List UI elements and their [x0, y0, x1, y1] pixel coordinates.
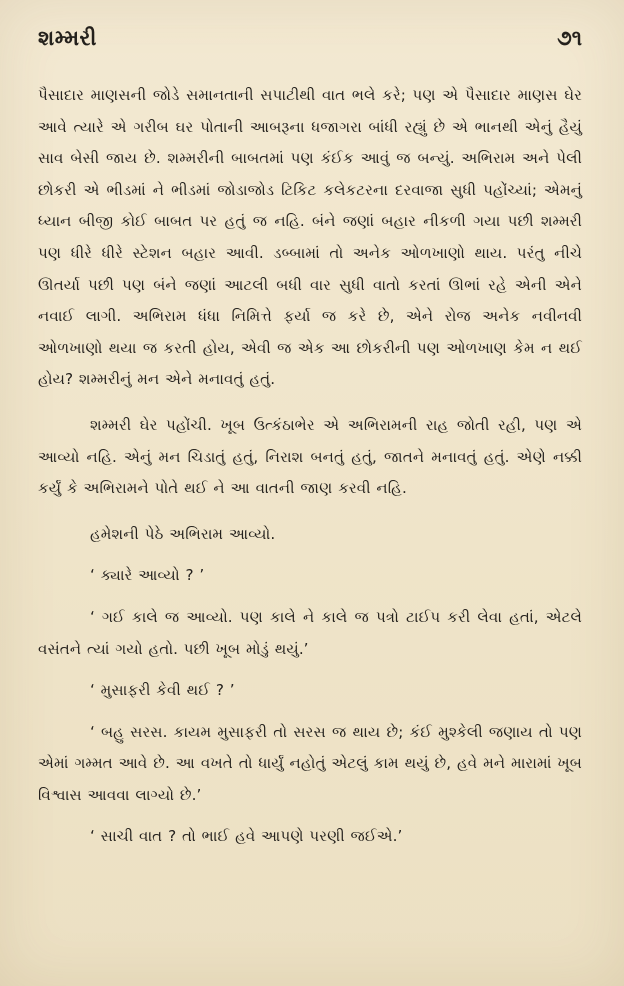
running-title: શમ્મરી — [38, 26, 97, 50]
dialogue-line-2: ‘ ક્યારે આવ્યો ? ’ — [90, 566, 205, 585]
dialogue-line-1: હમેશની પેઠે અભિરામ આવ્યો. — [90, 524, 276, 543]
dialogue-line-5: ‘ બહુ સરસ. કાયમ મુસાફરી તો સરસ જ થાય છે; કંઈ મુશ્કેલી જણાય તો પણ એમાં ગમ્મત આવે છે. આ વખતે તો ધાર્યું નહોતું એટલું કામ થયું છે, હવે મને મારામાં ખૂબ વિશ્વાસ આવવા લાગ્યો છે.’ — [38, 722, 582, 804]
page-number: ૭૧ — [557, 26, 582, 50]
dialogue-line-3: ‘ ગઈ કાલે જ આવ્યો. પણ કાલે ને કાલે જ પત્રો ટાઈપ કરી લેવા હતાં, એટલે વસંતને ત્યાં ગયો હતો. પછી ખૂબ મોડું થયું.’ — [38, 607, 582, 658]
running-header — [38, 26, 582, 64]
paragraph-1: પૈસાદાર માણસની જોડે સમાનતાની સપાટીથી વાત ભલે કરે; પણ એ પૈસાદાર માણસ ઘેર આવે ત્યારે એ ગરીબ ઘર પોતાની આબરૂના ધજાગરા બાંધી રહ્યું છે એ ભાનથી એનું હૈયું સાવ બેસી જાય છે. શમ્મરીની બાબતમાં પણ કંઈક આવું જ બન્યું. અભિરામ અને પેલી છોકરી એ ભીડમાં ને ભીડમાં જોડાજોડ ટિકિટ કલેકટરના દરવાજા સુધી પહોંચ્યાં; એમનું ધ્યાન બીજી કોઈ બાબત પર હતું જ નહિ. બંને જણાં બહાર નીકળી ગયા પછી શમ્મરી પણ ધીરે ધીરે સ્ટેશન બહાર આવી. ડબ્બામાં તો અનેક ઓળખાણો થાય. પરંતુ નીચે ઊતર્યા પછી પણ બંને જણાં આટલી બધી વાર સુધી વાતો કરતાં ઊભાં રહે એની એને નવાઈ લાગી. અભિરામ ધંધા નિમિત્તે ફર્યા જ કરે છે, એને રોજ અનેક નવીનવી ઓળખાણો થયા જ કરતી હોય, એવી જ એક આ છોકરીની પણ ઓળખાણ કેમ ન થઈ હોય? શમ્મરીનું મન એને મનાવતું હતું. — [38, 86, 582, 389]
dialogue-line-6: ‘ સાચી વાત ? તો ભાઈ હવે આપણે પરણી જઈએ.’ — [90, 827, 403, 846]
dialogue-line-4: ‘ મુસાફરી કેવી થઈ ? ’ — [90, 681, 235, 700]
page-body — [38, 80, 582, 853]
paragraph-2: શમ્મરી ઘેર પહોંચી. ખૂબ ઉત્કંઠાભેર એ અભિરામની રાહ જોતી રહી, પણ એ આવ્યો નહિ. એનું મન ચિડાતું હતું, નિરાશ બનતું હતું, જાતને મનાવતું હતું. એણે નક્કી કર્યું કે અભિરામને પોતે થઈ ને આ વાતની જાણ કરવી નહિ. — [38, 415, 582, 498]
